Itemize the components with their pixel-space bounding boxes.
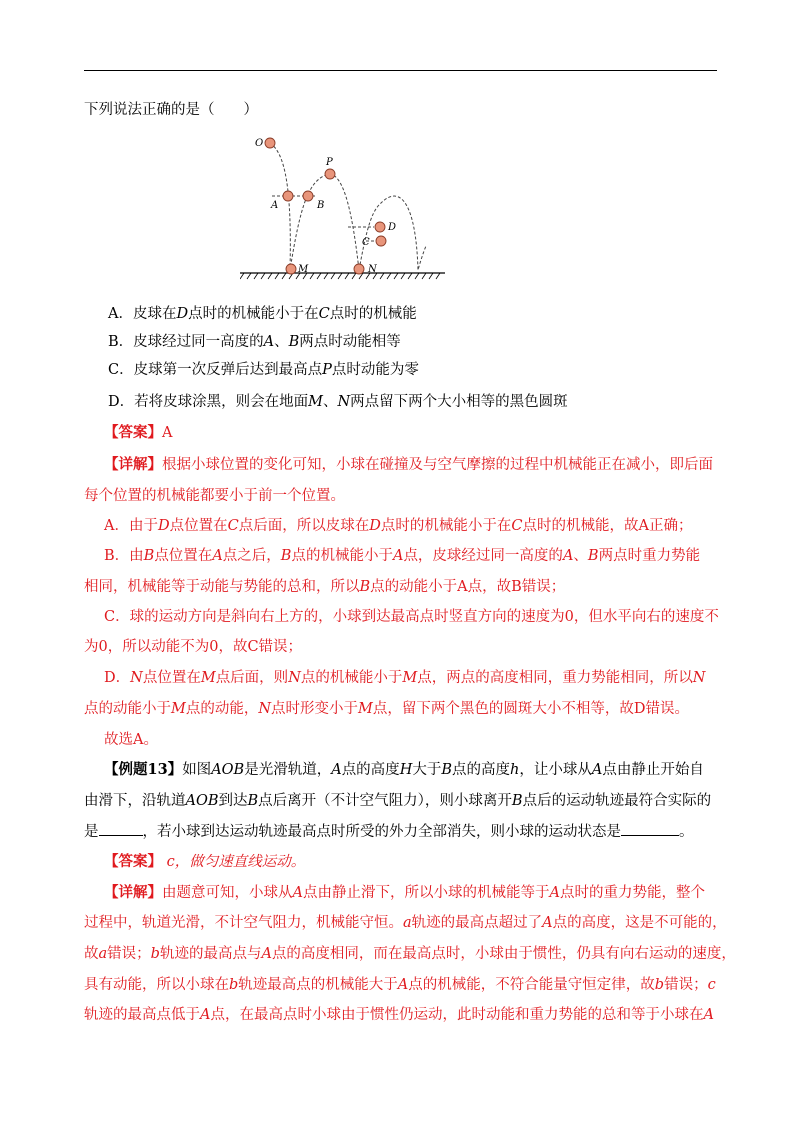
ball-c: [376, 236, 386, 246]
question-prompt: 下列说法正确的是（ ）: [84, 102, 258, 118]
detail-1-line1: 【详解】根据小球位置的变化可知，小球在碰撞及与空气摩擦的过程中机械能正在减小，即后面: [104, 456, 713, 473]
option-b: B．皮球经过同一高度的A、B两点时动能相等: [108, 334, 401, 350]
ball-a: [283, 191, 293, 201]
bouncing-ball-figure: [240, 128, 460, 292]
ball-o: [265, 138, 275, 148]
label-m: M: [298, 264, 309, 275]
bouncing-ball-diagram: [240, 128, 460, 288]
answer-blank-1[interactable]: [99, 821, 143, 836]
example-13-line1: 【例题13】如图AOB是光滑轨道，A点的高度H大于B点的高度h，让小球从A点由静止开始自: [104, 761, 704, 778]
label-n: N: [368, 264, 377, 275]
label-d: D: [388, 222, 397, 233]
option-c: C．皮球第一次反弹后达到最高点P点时动能为零: [108, 362, 419, 378]
label-p: P: [326, 157, 333, 168]
detail-1-b-line2: 相同，机械能等于动能与势能的总和，所以B点的动能小于A点，故B错误；: [84, 579, 566, 595]
option-a: A．皮球在D点时的机械能小于在C点时的机械能: [108, 306, 417, 322]
answer-blank-2[interactable]: [621, 821, 679, 836]
detail-1-conclusion: 故选A。: [104, 732, 158, 748]
detail-1-d-line1: D．N点位置在M点后面，则N点的机械能小于M点，两点的高度相同，重力势能相同，所以N: [104, 670, 706, 686]
label-o: O: [255, 138, 264, 149]
detail-2-line4: 具有动能，所以小球在b轨迹最高点的机械能大于A点的机械能，不符合能量守恒定律，故b错误；c: [84, 977, 716, 993]
detail-2-line3: 故a错误；b轨迹的最高点与A点的高度相同，而在最高点时，小球由于惯性，仍具有向右运动的速度，: [84, 946, 736, 962]
header-rule: [84, 70, 717, 71]
ball-p: [325, 169, 335, 179]
detail-1-d-line2: 点的动能小于M点的动能，N点时形变小于M点，留下两个黑色的圆斑大小不相等，故D错误。: [84, 701, 690, 717]
label-a: A: [271, 200, 279, 211]
example-13-line2: 由滑下，沿轨道AOB到达B点后离开（不计空气阻力），则小球离开B点后的运动轨迹最符合实际的: [84, 793, 712, 809]
ball-d: [375, 222, 385, 232]
answer-1: 【答案】A: [104, 424, 173, 441]
example-13-line3: 是 ，若小球到达运动轨迹最高点时所受的外力全部消失，则小球的运动状态是 。: [84, 821, 694, 842]
answer-2: 【答案】 c，做匀速直线运动。: [104, 853, 306, 870]
detail-2-line1: 【详解】由题意可知，小球从A点由静止滑下，所以小球的机械能等于A点时的重力势能，整个: [104, 884, 705, 901]
ball-b: [303, 191, 313, 201]
detail-1-a: A．由于D点位置在C点后面，所以皮球在D点时的机械能小于在C点时的机械能，故A正确；: [104, 518, 693, 534]
option-d: D．若将皮球涂黑，则会在地面M、N两点留下两个大小相等的黑色圆斑: [108, 394, 568, 410]
detail-1-c-line1: C．球的运动方向是斜向右上方的，小球到达最高点时竖直方向的速度为0，但水平向右的速度不: [104, 609, 719, 625]
label-b: B: [317, 200, 325, 211]
detail-1-b-line1: B．由B点位置在A点之后，B点的机械能小于A点，皮球经过同一高度的A、B两点时重力势能: [104, 548, 701, 564]
ball-m: [286, 264, 296, 274]
detail-1-line2: 每个位置的机械能都要小于前一个位置。: [84, 488, 345, 504]
detail-2-line2: 过程中，轨道光滑，不计空气阻力，机械能守恒。a轨迹的最高点超过了A点的高度，这是不可能的，: [84, 915, 727, 931]
detail-2-line5: 轨迹的最高点低于A点，在最高点时小球由于惯性仍运动，此时动能和重力势能的总和等于小球在A: [84, 1007, 714, 1023]
ball-n: [354, 264, 364, 274]
label-c: C: [362, 237, 370, 248]
detail-1-c-line2: 为0，所以动能不为0，故C错误；: [84, 639, 303, 655]
